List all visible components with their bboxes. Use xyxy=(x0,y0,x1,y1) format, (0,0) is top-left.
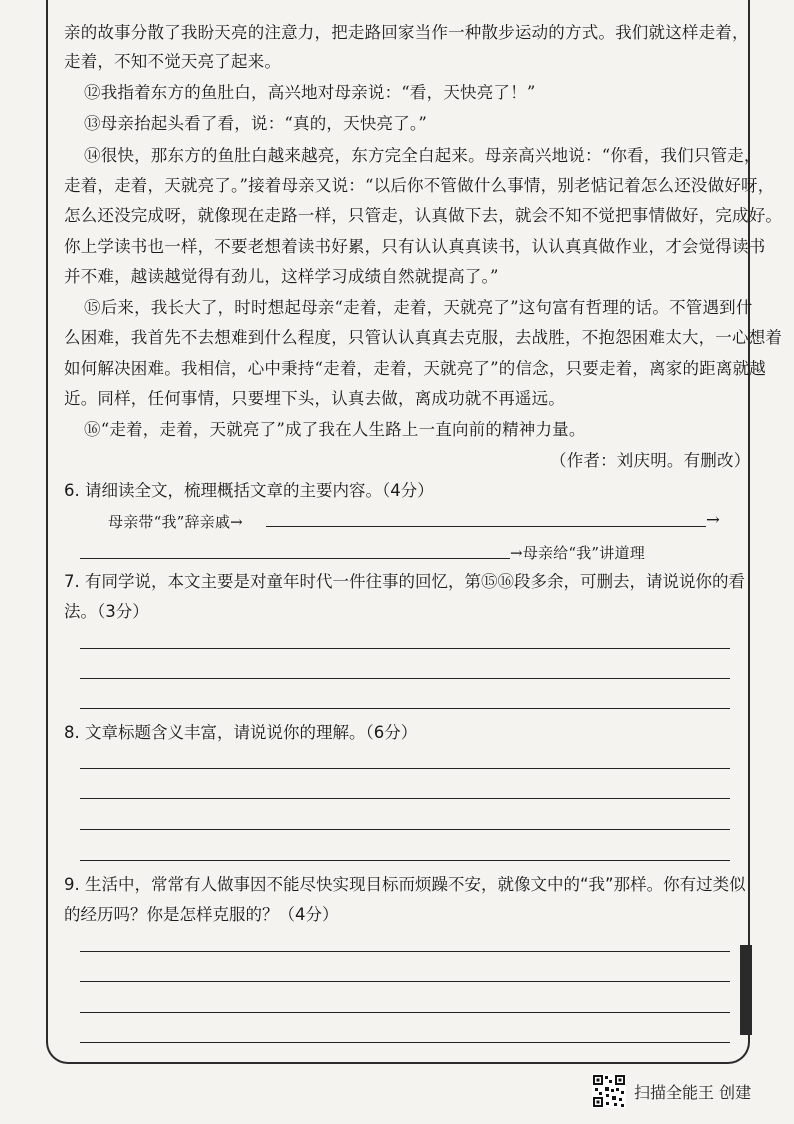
q7-answer-line[interactable] xyxy=(80,678,730,679)
q8-answer-line[interactable] xyxy=(80,768,730,769)
q9-answer-line[interactable] xyxy=(80,951,730,952)
question-7-cont: 法。（3分） xyxy=(64,602,149,621)
paragraph-15: ⑮后来，我长大了，时时想起母亲“走着，走着，天就亮了”这句富有哲理的话。不管遇到什 xyxy=(84,298,753,317)
passage-line: 并不难，越读越觉得有劲儿，这样学习成绩自然就提高了。” xyxy=(64,267,499,286)
qr-code-icon xyxy=(592,1074,626,1108)
q9-answer-line[interactable] xyxy=(80,1012,730,1013)
question-8: 8. 文章标题含义丰富，请说说你的理解。（6分） xyxy=(64,723,418,742)
scan-edge-shadow xyxy=(740,945,752,1035)
passage-line: 亲的故事分散了我盼天亮的注意力，把走路回家当作一种散步运动的方式。我们就这样走着， xyxy=(64,23,749,42)
paragraph-12: ⑫我指着东方的鱼肚白，高兴地对母亲说：“看，天快亮了！” xyxy=(84,83,536,102)
q7-answer-line[interactable] xyxy=(80,648,730,649)
scanner-app-label: 扫描全能王 创建 xyxy=(634,1083,752,1102)
q6-arrow: → xyxy=(706,510,721,529)
q8-answer-line[interactable] xyxy=(80,798,730,799)
q6-answer-end: →母亲给“我”讲道理 xyxy=(510,544,645,562)
q9-answer-line[interactable] xyxy=(80,1042,730,1043)
question-6: 6. 请细读全文，梳理概括文章的主要内容。（4分） xyxy=(64,481,434,500)
q6-answer-blank-2[interactable] xyxy=(80,558,510,559)
author-credit: （作者：刘庆明。有删改） xyxy=(550,451,751,470)
q7-answer-line[interactable] xyxy=(80,708,730,709)
paragraph-14: ⑭很快，那东方的鱼肚白越来越亮，东方完全白起来。母亲高兴地说：“你看，我们只管走， xyxy=(84,146,761,165)
question-9-cont: 的经历吗？你是怎样克服的？（4分） xyxy=(64,905,339,924)
q8-answer-line[interactable] xyxy=(80,860,730,861)
passage-line: 如何解决困难。我相信，心中秉持“走着，走着，天就亮了”的信念，只要走着，离家的距离就越 xyxy=(64,359,766,378)
q6-answer-blank-1[interactable] xyxy=(266,526,706,527)
q9-answer-line[interactable] xyxy=(80,981,730,982)
passage-line: 走着，走着，天就亮了。”接着母亲又说：“以后你不管做什么事情，别老惦记着怎么还没做好呀， xyxy=(64,176,775,195)
q8-answer-line[interactable] xyxy=(80,829,730,830)
passage-line: 近。同样，任何事情，只要埋下头，认真去做，离成功就不再遥远。 xyxy=(64,389,565,408)
question-9: 9. 生活中，常常有人做事因不能尽快实现目标而烦躁不安，就像文中的“我”那样。你有过类似 xyxy=(64,875,746,894)
question-7: 7. 有同学说，本文主要是对童年时代一件往事的回忆，第⑮⑯段多余，可删去，请说说你的看 xyxy=(64,572,745,591)
passage-line: 怎么还没完成呀，就像现在走路一样，只管走，认真做下去，就会不知不觉把事情做好，完成好。 xyxy=(64,206,783,225)
q6-answer-start: 母亲带“我”辞亲戚→ xyxy=(108,513,243,531)
paragraph-13: ⑬母亲抬起头看了看，说：“真的，天快亮了。” xyxy=(84,114,428,133)
paragraph-16: ⑯“走着，走着，天就亮了”成了我在人生路上一直向前的精神力量。 xyxy=(84,420,586,439)
passage-line: 么困难，我首先不去想难到什么程度，只管认认真真去克服，去战胜，不抱怨困难太大，一心想着 xyxy=(64,328,783,347)
passage-line: 走着，不知不觉天亮了起来。 xyxy=(64,52,282,71)
passage-line: 你上学读书也一样，不要老想着读书好累，只有认认真真读书，认认真真做作业，才会觉得读书 xyxy=(64,237,766,256)
